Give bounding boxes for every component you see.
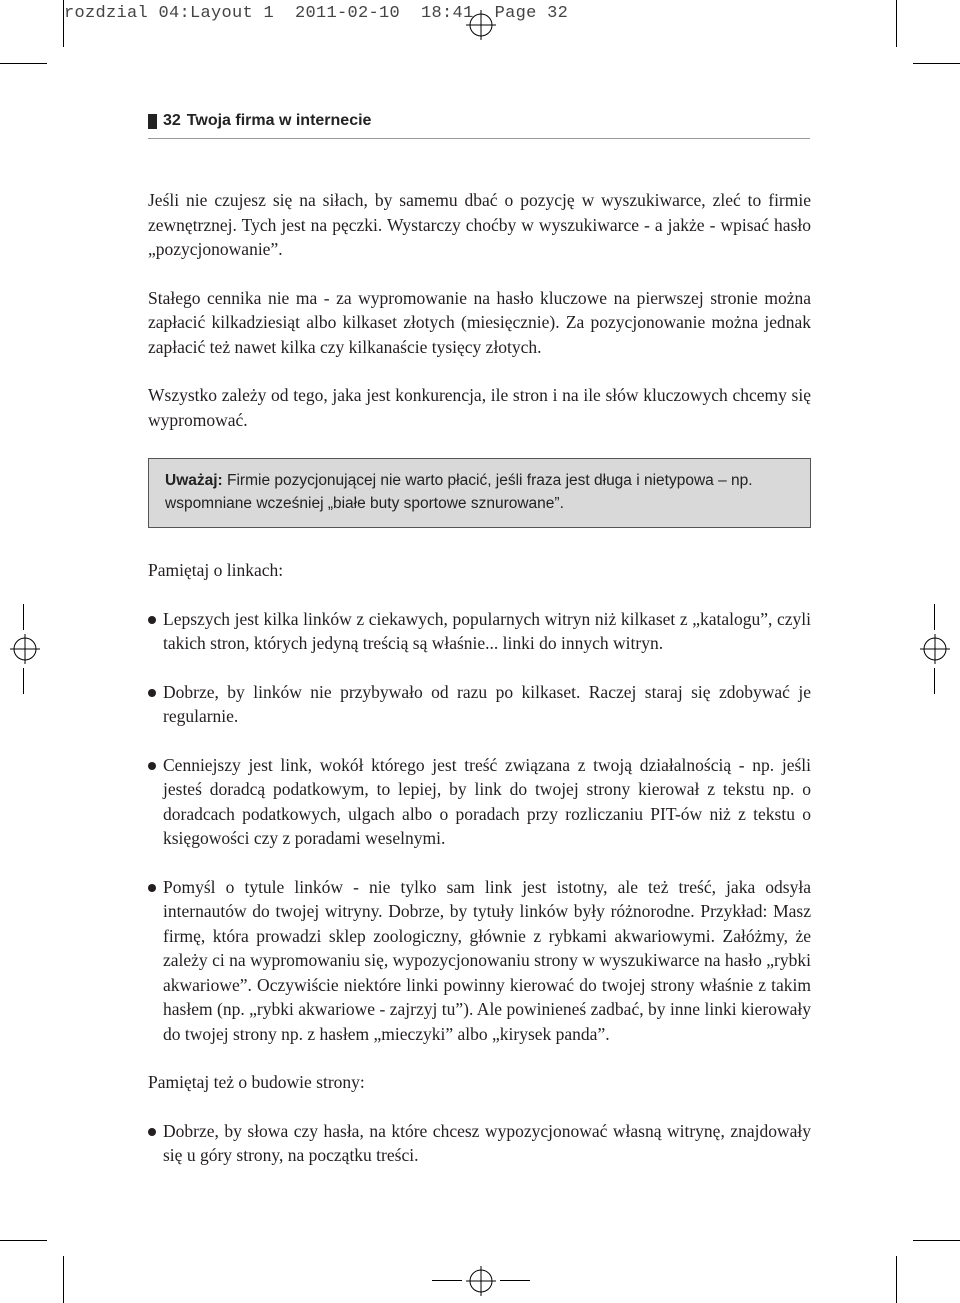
list-item [148,1119,811,1168]
paragraph: Wszystko zależy od tego, jaka jest konkurencja, ile stron i na ile słów kluczowych chcemy się wypromować. [148,385,811,430]
crop-mark-top-right-vertical [896,0,897,47]
crop-mark-bottom-left-vertical [63,1256,64,1303]
crop-mark-top-left-vertical [63,0,64,47]
structure-intro: Pamiętaj też o budowie strony: [148,1072,365,1092]
warning-note-box [148,458,811,528]
list-item-text: Dobrze, by słowa czy hasła, na które chcesz wypozycjonować własną witrynę, znajdowały się u góry strony, na początku treści. [163,1120,811,1165]
links-intro: Pamiętaj o linkach: [148,560,284,580]
paragraph: Jeśli nie czujesz się na siłach, by samemu dbać o pozycję w wyszukiwarce, zleć to firmie zewnętrznej. Tych jest na pęczki. Wystarczy choćby w wyszukiwarce - a jakże - wpisać hasło „pozycjonowanie”. [148,190,811,259]
paragraph: Stałego cennika nie ma - za wypromowanie na hasło kluczowe na pierwszej stronie można zapłacić kilkadziesiąt albo kilkaset złotych (miesięcznie). Za pozycjonowanie można jednak zapłacić też nawet kilka czy kilkanaście tysięcy złotych. [148,287,811,357]
crop-mark-top-right-horizontal [913,63,960,64]
page-content [148,188,811,1168]
list-item-text: Pomyśl o tytule linków - nie tylko sam link jest istotny, ale też treść, jaka odsyła internautów do twojej witryny. Dobrze, by tytuły linków były różnorodne. Przykład: Masz firmę, która prowadzi sklep zoologiczny, głównie z rybkami akwariowymi. Załóżmy, że zależy ci na wypromowaniu się, wypozycjonowaniu strony w wyszukiwarce na hasło „rybki akwariowe”. Oczywiście niektóre linki powinny kierować do twojej strony właśnie z takim hasłem (np. „rybki akwariowe - zajrzyj tu”). Ale powinieneś zadbać, by inne linki kierowały do twojej strony np. z hasłem „mieczyki” albo „kirysek panda”. [163,876,811,1044]
registration-tick-bottom-right [500,1280,530,1281]
list-item [148,753,811,851]
print-slug: rozdzial 04:Layout 1 2011-02-10 18:41 Page 32 [64,4,569,23]
bullet-icon [148,1128,156,1136]
registration-tick-left-bottom [23,668,24,694]
list-item [148,680,811,729]
registration-tick-bottom-left [432,1280,462,1281]
list-item-text: Cenniejszy jest link, wokół którego jest treść związana z twoją działalnością - np. jeśli jesteś doradcą podatkowym, to lepiej, by link do twojej strony kierował z tekstu np. o doradcach podatkowych, ulgach albo o poradach przy rozliczaniu PIT-ów niż z tekstu o księgowości czy z poradami weselnymi. [163,754,811,848]
crop-mark-bottom-right-vertical [896,1256,897,1303]
crop-mark-bottom-left-horizontal [0,1240,47,1241]
registration-tick-left [23,604,24,630]
structure-bullet-list [148,1119,811,1168]
crop-mark-bottom-right-horizontal [913,1240,960,1241]
links-bullet-list [148,607,811,1047]
chapter-title: Twoja firma w internecie [186,112,372,129]
registration-mark-top [466,10,496,40]
bullet-icon [148,884,156,892]
bullet-icon [148,689,156,697]
registration-tick-right [934,604,935,630]
bullet-icon [148,762,156,770]
crop-mark-top-left-horizontal [0,63,47,64]
registration-mark-left [10,634,40,664]
registration-mark-bottom [466,1266,496,1296]
registration-tick-right-bottom [934,668,935,694]
note-text: Firmie pozycjonującej nie warto płacić, jeśli fraza jest długa i nietypowa – np. wspomniane wcześniej „białe buty sportowe sznurowane”. [165,472,753,512]
note-label: Uważaj: [165,472,223,489]
list-item-text: Dobrze, by linków nie przybywało od razu po kilkaset. Raczej staraj się zdobywać je regularnie. [163,681,811,726]
list-item [148,607,811,656]
page-number: 32 [163,112,181,129]
registration-mark-right [920,634,950,664]
header-rule [148,138,810,139]
running-header [148,112,810,130]
header-square-icon [148,114,157,129]
list-item [148,875,811,1047]
bullet-icon [148,616,156,624]
list-item-text: Lepszych jest kilka linków z ciekawych, popularnych witryn niż kilkaset z „katalogu”, czyli takich stron, których jedyną treścią są właśnie... linki do innych witryn. [163,608,811,653]
